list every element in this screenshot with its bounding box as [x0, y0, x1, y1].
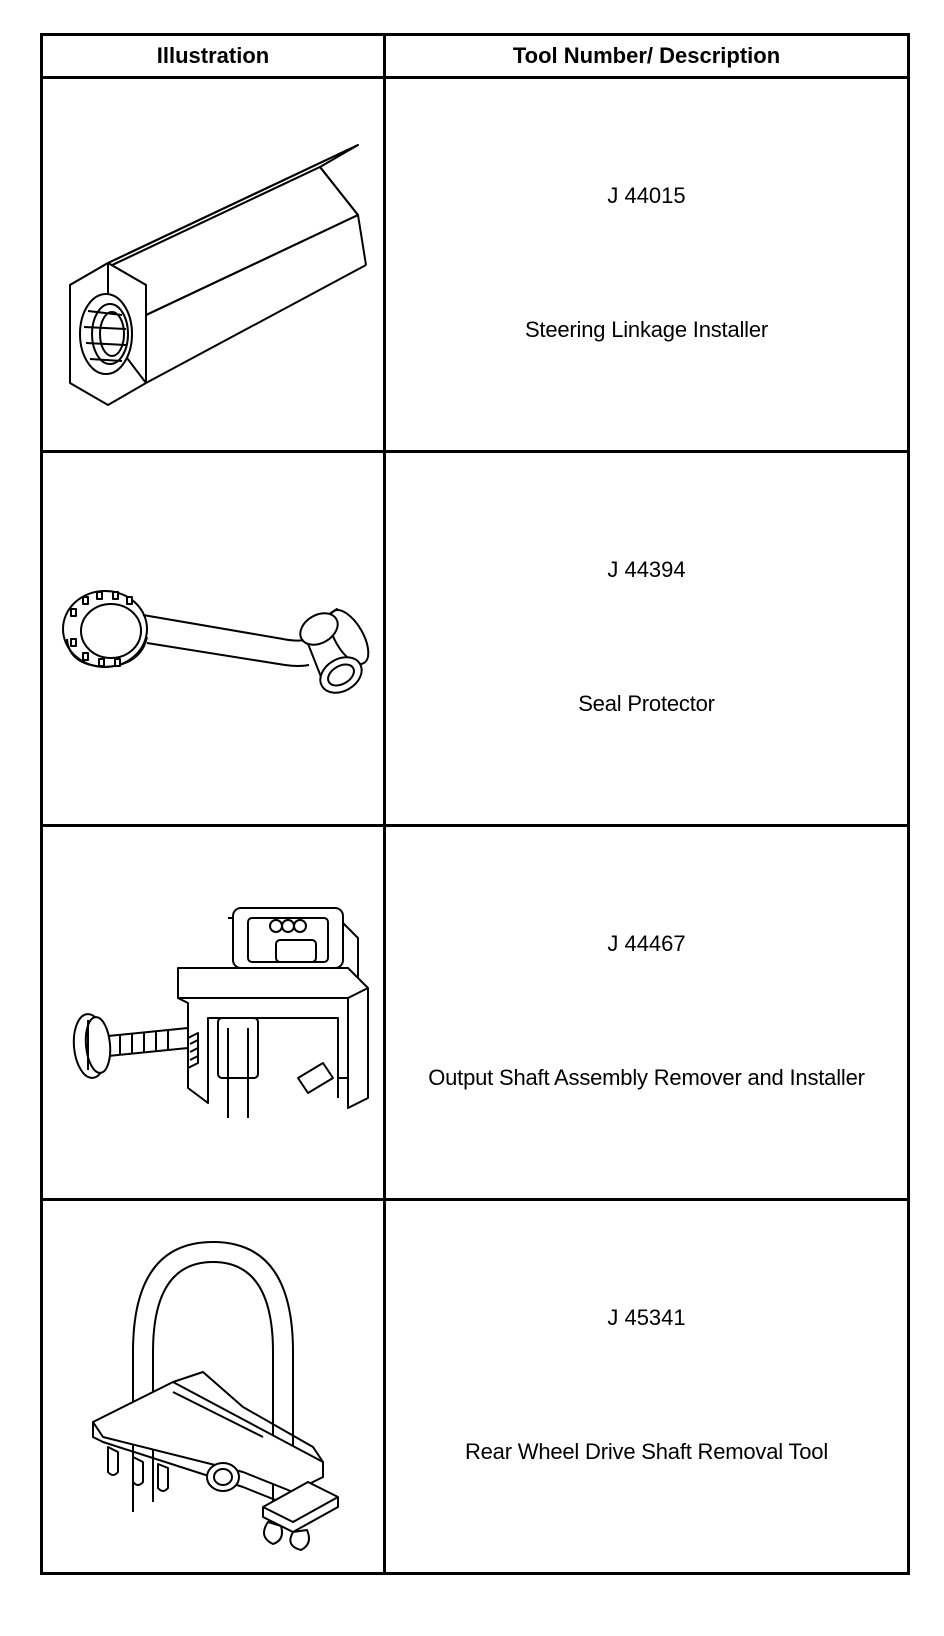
- tool-description: Rear Wheel Drive Shaft Removal Tool: [464, 1439, 829, 1464]
- tool-number: J 44394: [607, 557, 686, 582]
- header-row: [42, 35, 909, 78]
- tool-description: Seal Protector: [578, 691, 715, 716]
- table-row: [42, 1200, 909, 1574]
- tool-info-cell: [385, 452, 909, 826]
- tool-info-cell: [385, 826, 909, 1200]
- illustration-cell: [42, 1200, 385, 1574]
- table-row: [42, 78, 909, 452]
- special-tools-table: [40, 33, 910, 1575]
- illustration-cell: [42, 826, 385, 1200]
- seal-protector-icon: [53, 569, 373, 709]
- header-illustration: Illustration: [42, 35, 385, 78]
- tool-info-cell: [385, 1200, 909, 1574]
- tool-number: J 44015: [607, 183, 686, 208]
- clamp-tool-icon: [48, 888, 378, 1138]
- u-bolt-puller-icon: [63, 1222, 363, 1552]
- illustration-cell: [42, 452, 385, 826]
- tool-description: Output Shaft Assembly Remover and Installer: [428, 1065, 865, 1090]
- hex-coupler-icon: [48, 115, 378, 415]
- tool-info-cell: [385, 78, 909, 452]
- tool-number: J 45341: [607, 1305, 686, 1330]
- tool-description: Steering Linkage Installer: [524, 317, 769, 342]
- table-row: [42, 452, 909, 826]
- table-row: [42, 826, 909, 1200]
- illustration-cell: [42, 78, 385, 452]
- tool-number: J 44467: [607, 931, 686, 956]
- header-tool-description: Tool Number/ Description: [385, 35, 909, 78]
